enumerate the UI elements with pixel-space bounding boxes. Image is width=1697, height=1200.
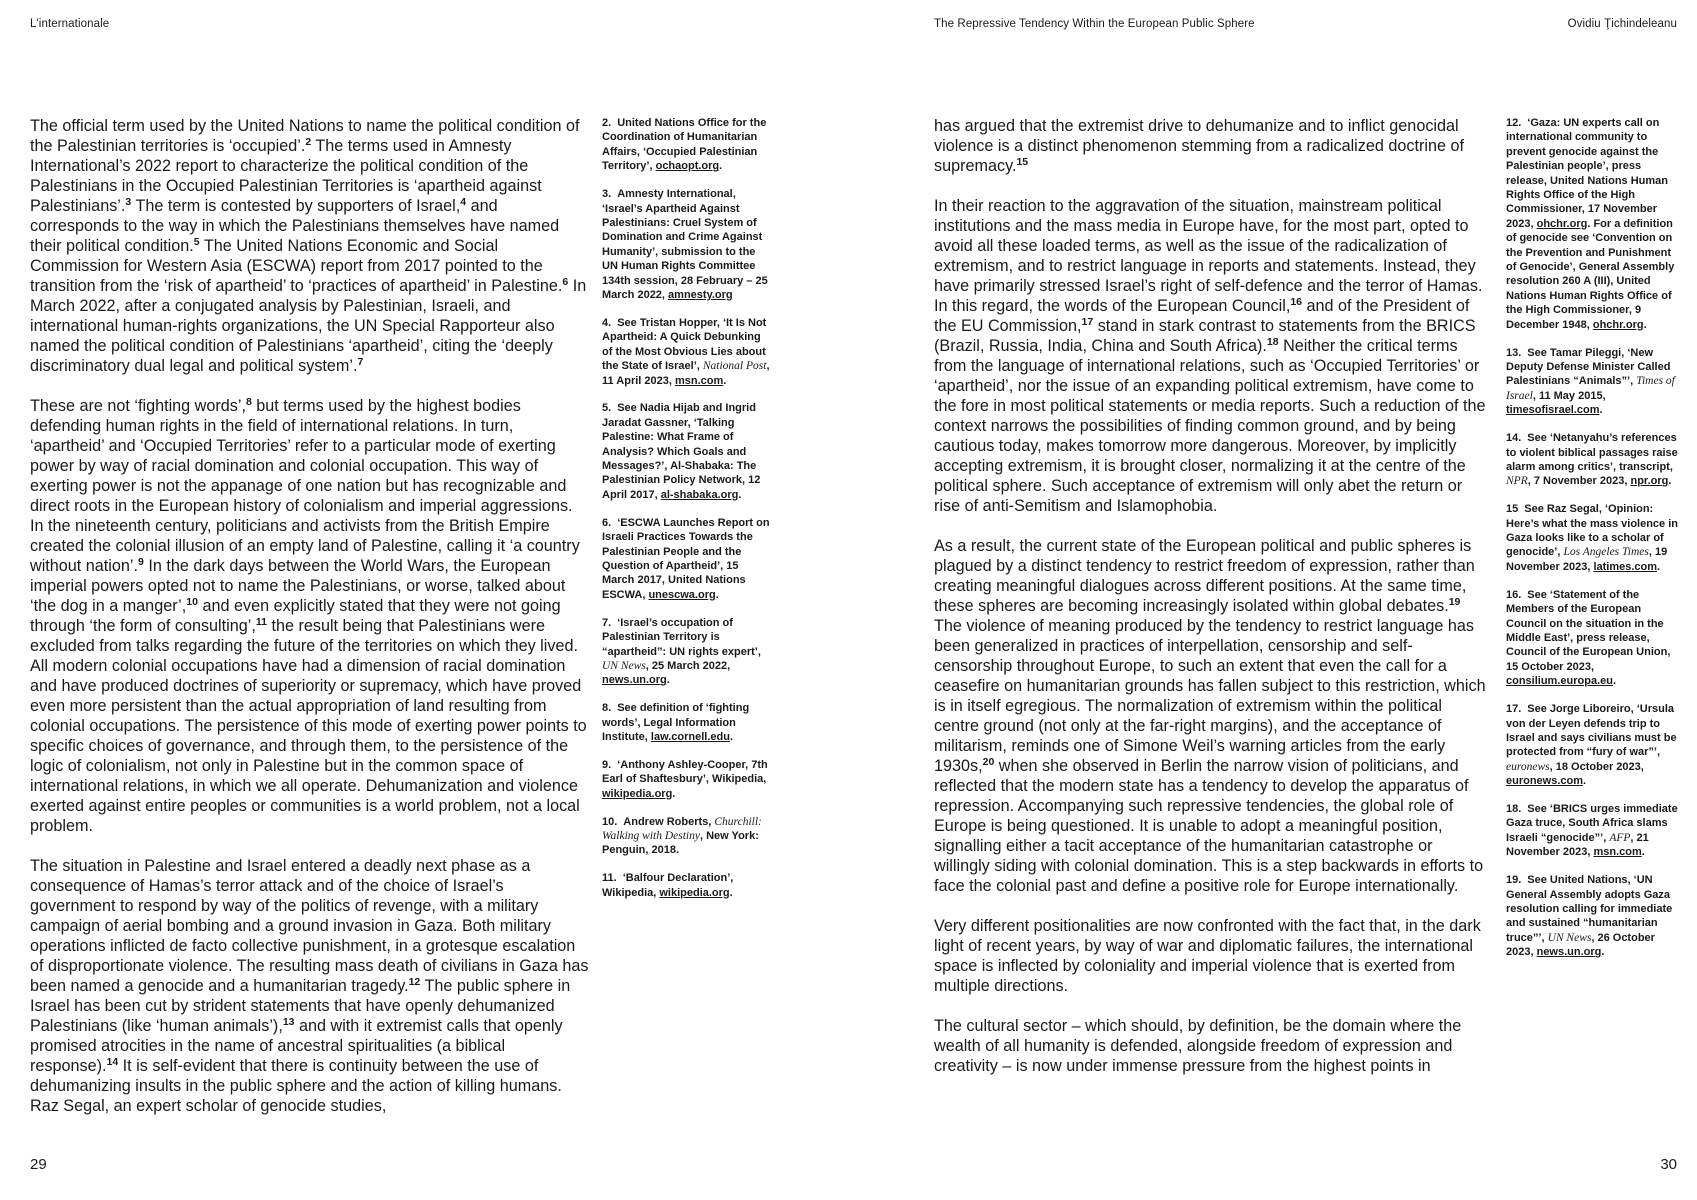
paragraph-text: The terms used in Amnesty International’s 2022 report to characterize the political condition of the Palestinians in the Occupied Palestinian Territories is ‘apartheid against Palestinians’. [30,137,542,215]
footnote-text: , 18 October 2023, [1549,760,1644,773]
paragraph-text: and of the President of the EU Commission, [934,297,1470,335]
footnote-ref[interactable]: 6 [562,276,569,288]
footnote-text: . [1583,775,1587,788]
paragraph-text: The official term used by the United Nations to name the political condition of the Palestinian territories is ‘occupied’. [30,117,580,155]
footnotes-left [602,116,772,914]
footnote-number: 18. [1506,803,1522,816]
footnote-source-title: UN News [1547,931,1592,944]
footnote-text: . [723,374,727,387]
body-paragraph [30,396,590,836]
paragraph-text: The violence of meaning produced by the tendency to restrict language has been generalized in practices of interpellation, censorship and self-censorship throughout Europe, to such an extent that even the call for a ceasefire on humanitarian grounds has fallen subject to this restriction, which is in itself egregious. The normalization of extremism within the political centre ground (not only at the far-right margins), and the acceptance of militarism, reminds one of Simone Weil’s warning articles from the early 1930s, [934,617,1486,775]
footnote [1506,346,1681,418]
footnote-number: 4. [602,316,612,329]
paragraph-text: and even explicitly stated that they were not going through ‘the form of consulting’, [30,597,561,635]
footnote-number: 5. [602,402,612,415]
footnote-ref[interactable]: 17 [1081,316,1094,328]
paragraph-text: As a result, the current state of the European political and public spheres is plagued by a distinct tendency to restrict freedom of expression, rather than creating meaningful dialogues across different positions. At the same time, these spheres are becoming increasingly isolated within global debates. [934,537,1475,615]
paragraph-text: Very different positionalities are now confronted with the fact that, in the dark light of recent years, by way of war and diplomatic failures, the international space is inflected by coloniality and imperial violence that is exerted from multiple directions. [934,917,1481,995]
footnote-link[interactable]: latimes.com [1593,560,1658,573]
footnote [1506,702,1681,788]
footnote-text: , 11 May 2015, [1532,389,1606,402]
footnote-text: . [738,488,742,501]
paragraph-text: In March 2022, after a conjugated analysis by Palestinian, Israeli, and international human-rights organizations, the UN Special Rapporteur also named the political condition of Palestinians ‘apartheid’, citing the ‘deeply discriminatory dual legal and political system’. [30,277,587,375]
right-page [848,0,1697,1200]
footnote-ref[interactable]: 15 [1016,156,1029,168]
footnote-number: 15 [1506,503,1519,516]
paragraph-text: but terms used by the highest bodies defending human rights in the field of international relations. In turn, ‘apartheid’ and ‘Occupied Territories’ refer to a particular mode of exerting power by way of racial domination and colonial occupation. This way of exerting power is not the appanage of one nation but has recognizable and direct roots in the European history of colonialism and imperial aggressions. In the nineteenth century, politicians and activists from the British Empire created the colonial illusion of an empty land of Palestine, calling it ‘a country without nation’. [30,397,580,575]
paragraph-text: The situation in Palestine and Israel entered a deadly next phase as a consequence of Hamas’s terror attack and of the choice of Israel’s government to respond by way of the politics of revenge, with a military campaign of aerial bombing and a ground invasion in Gaza. Both military operations inflicted de facto collective punishment, in a grotesque escalation of disproportionate violence. The resulting mass death of civilians in Gaza has been named a genocide and a humanitarian tragedy. [30,857,589,995]
footnote-text: , 11 April 2023, [602,360,770,387]
footnote-text: ‘Israel’s occupation of Palestinian Territory is “apartheid”: UN rights expert’, [602,616,761,658]
paragraph-text: The United Nations Economic and Social Commission for Western Asia (ESCWA) report from 2017 pointed to the transition from the ‘risk of apartheid’ to ‘practices of apartheid’ in Palestine. [30,237,563,295]
footnote-number: 17. [1506,703,1522,716]
body-paragraph [934,196,1489,516]
footnote-number: 6. [602,516,612,529]
footnote [1506,588,1681,689]
footnote-text: . [729,886,733,899]
footnote-number: 16. [1506,588,1522,601]
paragraph-text: Neither the critical terms from the language of international relations, such as ‘Occupied Territories’ or ‘apartheid’, nor the issue of an expanding political extremism, have come to the fore in most political statements or media reports. Such a reduction of the context narrows the possibilities of finding common ground, and by being cautious today, makes tomorrow more dangerous. Moreover, by implicitly accepting extremism, it is brought closer, normalizing it at the centre of the political sphere. Such acceptance of extremism will only abet the return or rise of anti-Semitism and Islamophobia. [934,337,1486,515]
footnote-text: . [672,787,676,800]
body-paragraph [934,536,1489,896]
footnote-text: . [1643,318,1647,331]
footnote-link[interactable]: timesofisrael.com [1506,404,1600,417]
footnote-text: . [1599,404,1603,417]
footnote-link[interactable]: al-shabaka.org [660,488,739,501]
footnote-text: See United Nations, ‘UN General Assembly adopts Gaza resolution calling for immediate and sustained “humanitarian truce”’, [1506,874,1673,944]
page-number-right: 30 [1660,1156,1677,1173]
footnote-source-title: euronews [1506,760,1550,773]
footnote-ref[interactable]: 4 [460,196,467,208]
left-page [0,0,848,1200]
footnote-text: , New York: Penguin, 2018. [602,830,759,857]
footnote-number: 13. [1506,346,1522,359]
footnote-ref[interactable]: 10 [186,596,198,608]
footnote-text: See ‘Netanyahu’s references to violent biblical passages raise alarm among critics’, transcript, [1506,432,1678,473]
footnote-text: Amnesty International, ‘Israel’s Apartheid Against Palestinians: Cruel System of Domination and Crime Against Humanity’, submission to the UN Human Rights Committee 134th session, 28 February – 25 March 2022, [602,188,768,301]
footnote [602,871,772,900]
footnote-link[interactable]: consilium.europa.eu [1506,675,1613,688]
paragraph-text: The public sphere in Israel has been cut by strident statements that have openly dehumanized Palestinians (like ‘human animals’), [30,977,571,1035]
footnote-text: See Raz Segal, ‘Opinion: Here’s what the mass violence in Gaza looks like to a scholar of genocide’, [1506,503,1678,559]
running-header-title: The Repressive Tendency Within the European Public Sphere [934,18,1255,30]
body-paragraph [934,116,1489,176]
footnote-number: 14. [1506,432,1522,445]
running-header-author: Ovidiu Ţichindeleanu [1567,18,1677,30]
footnote-link[interactable]: ohchr.org [1536,217,1588,230]
paragraph-text: The term is contested by supporters of Israel, [131,197,461,215]
footnote-number: 11. [602,872,617,885]
footnote [602,616,772,688]
footnote-source-title: Churchill: Walking with Destiny [602,815,762,843]
footnote-text: ‘Gaza: UN experts call on international community to prevent genocide against the Palestinian people’, press release, United Nations Human Rights Office of the High Commissioner, 17 November 2023, [1506,117,1668,230]
footnote [1506,431,1681,489]
footnote-text: . [1668,475,1672,488]
footnote-link[interactable]: ohchr.org [1592,318,1644,331]
footnote [1506,873,1681,959]
paragraph-text: The cultural sector – which should, by definition, be the domain where the wealth of all humanity is defended, alongside freedom of expression and creativity – is now under immense pressure from the highest points in [934,1017,1462,1075]
footnote-link[interactable]: unescwa.org [648,588,716,601]
footnote-text: See Jorge Liboreiro, ‘Ursula von der Leyen defends trip to Israel and says civilians must be protected from “fury of war”’, [1506,703,1677,759]
footnote-ref[interactable]: 20 [982,756,995,768]
footnote-ref[interactable]: 9 [138,556,144,568]
footnote [602,516,772,602]
footnote-number: 8. [602,702,612,715]
footnote-text: . [715,588,719,601]
footnote-ref[interactable]: 18 [1266,336,1279,348]
footnote-ref[interactable]: 11 [255,616,267,628]
footnote [602,187,772,302]
body-paragraph [30,116,590,376]
paragraph-text: the result being that Palestinians were excluded from talks regarding the future of the territories on which they lived. All modern colonial occupations have had a dimension of racial domination and have produced doctrines of superiority or supremacy, which have proved even more persistent than the actual appropriation of land resulting from colonial occupations. The persistence of this mode of exerting power points to specific choices of governance, and through them, to the persistence of the logic of colonialism, not only in Palestine but in the common space of international relations, in which we all operate. Dehumanization and violence exerted against entire peoples or communities is a world problem, not a local problem. [30,617,587,835]
footnote [1506,502,1681,574]
body-paragraph [30,856,590,1116]
footnote-ref[interactable]: 8 [245,396,252,408]
footnote-text: . [729,731,734,744]
footnote-text: See Nadia Hijab and Ingrid Jaradat Gassner, ‘Talking Palestine: What Frame of Analysis? Which Goals and Messages?’, Al-Shabaka: The Palestinian Policy Network, 12 April 2017, [602,402,761,501]
paragraph-text: stand in stark contrast to statements from the BRICS (Brazil, Russia, India, China and South Africa). [934,317,1476,355]
footnote-text: See Tristan Hopper, ‘It Is Not Apartheid: A Quick Debunking of the Most Obvious Lies about the State of Israel’, [602,316,767,373]
footnote-link[interactable]: wikipedia.org [659,886,730,899]
footnote [602,758,772,801]
footnote-text: . [1641,846,1645,859]
footnote [602,401,772,502]
footnote-link[interactable]: ochaopt.org [655,160,720,173]
footnote-text: , 19 November 2023, [1506,546,1668,573]
footnote-source-title: UN News [602,659,646,672]
footnote [602,701,772,744]
running-header-publication: L'internationale [30,18,110,30]
footnote-text: , 26 October 2023, [1506,931,1655,959]
footnote-ref[interactable]: 14 [106,1056,119,1068]
footnote-link[interactable]: euronews.com [1506,775,1584,788]
footnote-number: 10. [602,815,618,828]
body-text-left [30,116,590,1136]
footnote-link[interactable]: news.un.org [1536,946,1602,959]
footnote-number: 3. [602,188,612,201]
footnotes-right [1506,116,1681,973]
footnote-source-title: Times of Israel [1506,375,1675,402]
footnote-link[interactable]: law.cornell.edu [650,731,730,744]
footnote-text: United Nations Office for the Coordination of Humanitarian Affairs, ‘Occupied Palestinian Territory’, [602,117,767,173]
body-paragraph [934,916,1489,996]
body-paragraph [934,1016,1489,1076]
page-number-left: 29 [30,1156,47,1173]
footnote-text: ‘Balfour Declaration’, Wikipedia, [602,872,734,899]
footnote-source-title: NPR [1506,475,1528,488]
footnote-ref[interactable]: 13 [282,1016,295,1028]
footnote-text: ‘ESCWA Launches Report on Israeli Practices Towards the Palestinian People and the Question of Apartheid’, 15 March 2017, United Nations ESCWA, [602,516,770,601]
footnote-text: , 25 March 2022, [645,659,731,672]
footnote-link[interactable]: amnesty.org [668,288,733,301]
footnote-text: . [719,160,723,173]
footnote [602,815,772,858]
footnote-link[interactable]: news.un.org [602,674,667,687]
footnote-text: , 21 November 2023, [1506,831,1649,859]
footnote-ref[interactable]: 7 [357,356,364,368]
footnote-text: . [1601,946,1605,959]
footnote-number: 9. [602,758,612,771]
footnote-number: 12. [1506,117,1522,129]
footnote-source-title: Los Angeles Times [1563,546,1649,559]
paragraph-text: In the dark days between the World Wars, the European imperial powers opted not to name the Palestinians, or worse, talked about ‘the dog in a manger’, [30,557,566,615]
footnote-text: . [1657,560,1661,573]
paragraph-text: It is self-evident that there is continuity between the use of dehumanizing insults in the public sphere and the action of killing humans. Raz Segal, an expert scholar of genocide studies, [30,1057,562,1115]
paragraph-text: In their reaction to the aggravation of the situation, mainstream political institutions and the mass media in Europe have, for the most part, opted to avoid all these loaded terms, as well as the issue of the radicalization of extremism, and to restrict language in reports and statements. Instead, they have primarily stressed Israel’s right of self-defence and the terror of Hamas. In this regard, the words of the European Council, [934,197,1483,315]
footnote-link[interactable]: msn.com [674,374,724,387]
paragraph-text: and corresponds to the way in which the Palestinians themselves have named their political condition. [30,197,560,255]
footnote-text: . For a definition of genocide see ‘Convention on the Prevention and Punishment of Genocide’, General Assembly resolution 260 A (III), United Nations Human Rights Office of the High Commissioner, 9 December 1948, [1506,217,1675,331]
footnote-link[interactable]: npr.org [1630,475,1669,488]
footnote-text: . [666,674,670,687]
footnote-link[interactable]: msn.com [1593,846,1642,859]
footnote-text: Andrew Roberts, [623,815,715,828]
footnote-number: 19. [1506,874,1522,887]
footnote [602,116,772,174]
footnote [1506,802,1681,860]
footnote [1506,116,1681,332]
footnote-text: See ‘BRICS urges immediate Gaza truce, South Africa slams Israeli “genocide”’, [1506,803,1678,844]
footnote-ref[interactable]: 3 [125,196,132,208]
paragraph-text: when she observed in Berlin the narrow vision of politicians, and reflected that the modern state has a tendency to develop the apparatus of repression. Accompanying such repressive tendencies, the global role of Europe is being questioned. It is unable to adopt a meaningful position, signalling either a tacit acceptance of the humanitarian catastrophe or willingly siding with colonial domination. This is a step backwards in efforts to face the colonial past and define a positive role for Europe internationally. [934,757,1484,895]
footnote-source-title: AFP [1609,831,1631,844]
footnote-text: See definition of ‘fighting words’, Legal Information Institute, [602,702,750,744]
footnote-text: See Tamar Pileggi, ‘New Deputy Defense Minister Called Palestinians “Animals”’, [1506,346,1671,388]
footnote-ref[interactable]: 5 [193,236,200,248]
footnote-text: See ‘Statement of the Members of the European Council on the situation in the Middle East’, press release, Council of the European Union, 15 October 2023, [1506,588,1671,673]
footnote-link[interactable]: wikipedia.org [602,787,673,800]
footnote-text: , 7 November 2023, [1527,475,1631,488]
footnote-ref[interactable]: 2 [305,136,312,148]
paragraph-text: and with it extremist calls that openly promised atrocities in the name of ancestral spiritualities (a biblical response). [30,1017,563,1075]
footnote [602,316,772,388]
footnote-number: 7. [602,616,612,629]
paragraph-text: has argued that the extremist drive to dehumanize and to inflict genocidal violence is a distinct phenomenon stemming from a radicalized doctrine of supremacy. [934,117,1464,175]
footnote-number: 2. [602,117,612,129]
footnote-text: ‘Anthony Ashley-Cooper, 7th Earl of Shaftesbury’, Wikipedia, [602,758,768,786]
footnote-ref[interactable]: 12 [408,976,421,988]
footnote-ref[interactable]: 19 [1448,596,1461,608]
footnote-ref[interactable]: 16 [1290,296,1303,308]
footnote-text: . [1612,675,1617,688]
paragraph-text: These are not ‘fighting words’, [30,397,246,415]
footnote-source-title: National Post [702,360,767,373]
body-text-right [934,116,1489,1096]
